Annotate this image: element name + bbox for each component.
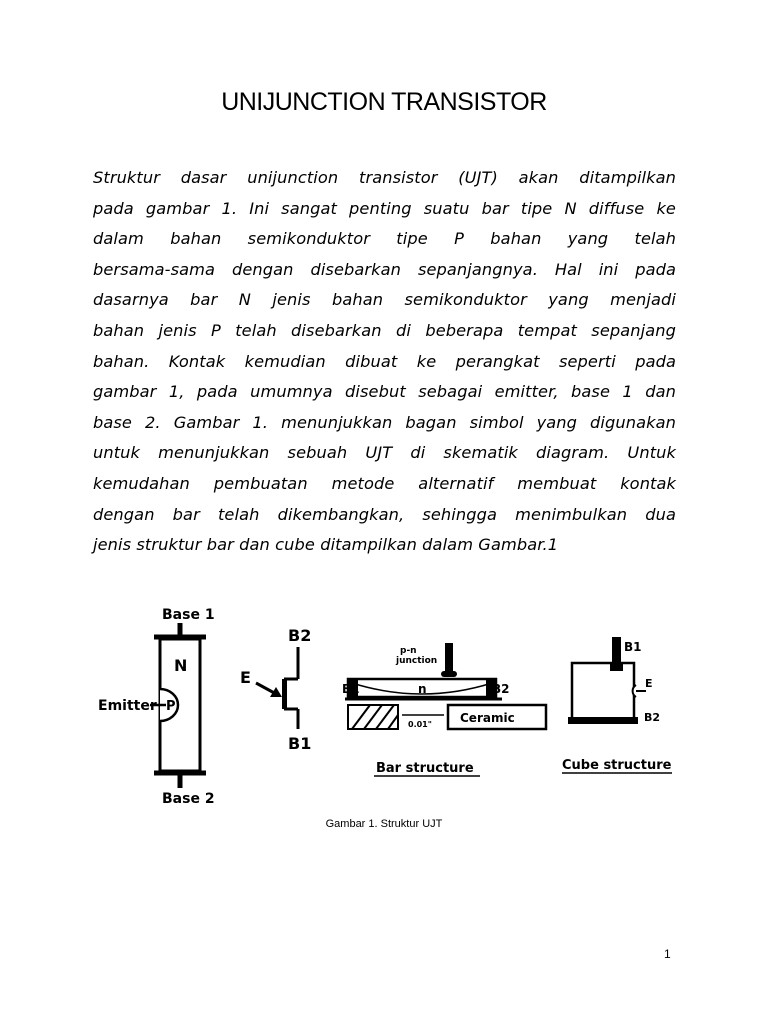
cube-b2-label: B2 bbox=[644, 711, 661, 724]
bar-structure-caption: Bar structure bbox=[376, 761, 474, 776]
body-paragraph bbox=[93, 163, 676, 561]
ujt-structure-diagram bbox=[98, 607, 215, 807]
bar-n-label: n bbox=[418, 682, 427, 696]
bar-b1-label: B1 bbox=[342, 682, 360, 696]
cube-b1-label: B1 bbox=[624, 640, 642, 654]
ceramic-label: Ceramic bbox=[460, 711, 515, 725]
paragraph-line: gambar 1, pada umumnya disebut sebagai emitter, base 1 dan bbox=[93, 382, 676, 402]
bar-structure-diagram bbox=[342, 643, 546, 776]
page-number: 1 bbox=[664, 947, 671, 961]
pn-label: p-n bbox=[400, 646, 417, 656]
paragraph-line: kemudahan pembuatan metode alternatif membuat kontak bbox=[93, 473, 676, 493]
figure-caption: Gambar 1. Struktur UJT bbox=[325, 818, 443, 830]
paragraph-line: Struktur dasar unijunction transistor (UJT) akan ditampilkan bbox=[93, 168, 676, 187]
cube-e-label: E bbox=[645, 677, 653, 690]
dimension-label: 0.01" bbox=[408, 720, 432, 729]
symbol-e-label: E bbox=[240, 668, 251, 687]
junction-label: junction bbox=[396, 656, 438, 666]
paragraph-line: pada gambar 1. Ini sangat penting suatu bar tipe N diffuse ke bbox=[93, 198, 676, 218]
base2-label: Base 2 bbox=[162, 791, 215, 807]
paragraph-line: base 2. Gambar 1. menunjukkan bagan simbol yang digunakan bbox=[93, 412, 676, 432]
paragraph-line: bersama-sama dengan disebarkan sepanjangnya. Hal ini pada bbox=[93, 259, 676, 279]
paragraph-line: bahan jenis P telah disebarkan di beberapa tempat sepanjang bbox=[93, 320, 676, 340]
cube-structure-caption: Cube structure bbox=[562, 758, 672, 773]
base1-label: Base 1 bbox=[162, 607, 215, 623]
paragraph-line: dengan bar telah dikembangkan, sehingga menimbulkan dua bbox=[93, 504, 676, 524]
ujt-symbol-diagram bbox=[240, 626, 311, 753]
paragraph-line: dasarnya bar N jenis bahan semikonduktor yang menjadi bbox=[93, 290, 676, 310]
paragraph-line: dalam bahan semikonduktor tipe P bahan yang telah bbox=[93, 229, 676, 249]
ujt-figure bbox=[90, 595, 690, 815]
paragraph-line: jenis struktur bar dan cube ditampilkan dalam Gambar.1 bbox=[93, 535, 559, 555]
bar-b2-label: B2 bbox=[492, 682, 510, 696]
symbol-b2-label: B2 bbox=[288, 626, 312, 645]
emitter-label: Emitter bbox=[98, 698, 157, 714]
paragraph-line: bahan. Kontak kemudian dibuat ke perangkat seperti pada bbox=[93, 351, 676, 371]
n-region-label: N bbox=[174, 656, 188, 675]
page-title: UNIJUNCTION TRANSISTOR bbox=[221, 88, 547, 116]
symbol-b1-label: B1 bbox=[288, 734, 312, 753]
p-region-label: P bbox=[166, 699, 176, 714]
paragraph-line: untuk menunjukkan sebuah UJT di skematik diagram. Untuk bbox=[93, 443, 676, 463]
cube-structure-diagram bbox=[562, 637, 672, 773]
